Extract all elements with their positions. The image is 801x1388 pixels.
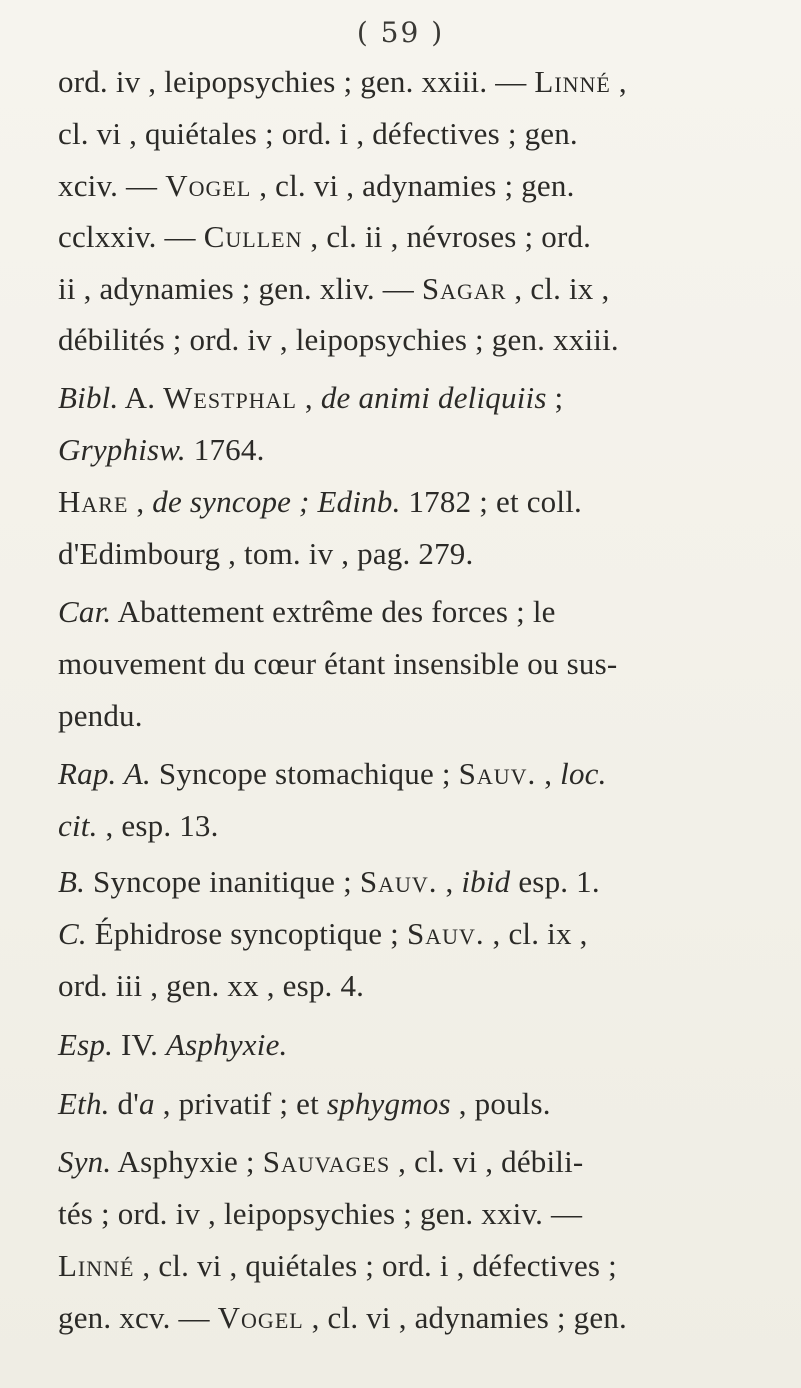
text-run: esp. 1. xyxy=(510,864,600,899)
text-run: IV. xyxy=(113,1027,167,1062)
text-run: d' xyxy=(109,1086,140,1121)
italic-text: Esp. xyxy=(58,1027,114,1062)
text-run: , xyxy=(536,756,561,791)
text-run: , cl. ix , xyxy=(506,271,610,306)
text-line xyxy=(58,862,600,902)
text-run: Syncope inanitique ; xyxy=(85,864,360,899)
author-name: Cullen xyxy=(203,219,303,254)
italic-text: loc. xyxy=(560,756,607,791)
text-line xyxy=(58,806,219,846)
author-name: Sauvages xyxy=(262,1144,391,1179)
text-line xyxy=(58,1025,287,1065)
italic-text: Eth. xyxy=(58,1086,110,1121)
text-run: xciv. — xyxy=(58,168,166,203)
author-name: Linné xyxy=(534,64,611,99)
author-name: Vogel xyxy=(165,168,252,203)
text-run: ; xyxy=(546,380,564,415)
text-line xyxy=(58,269,609,309)
text-line xyxy=(58,166,575,206)
text-line xyxy=(58,966,364,1006)
text-run: , cl. vi , adynamies ; gen. xyxy=(251,168,575,203)
text-run: , cl. vi , débili- xyxy=(390,1144,584,1179)
author-name: Linné xyxy=(58,1248,135,1283)
italic-text: de animi deliquiis xyxy=(320,380,547,415)
italic-text: a xyxy=(139,1086,155,1121)
italic-text: sphygmos xyxy=(326,1086,451,1121)
text-run: , cl. vi , quiétales ; ord. i , défectives ; xyxy=(134,1248,617,1283)
text-run: , xyxy=(128,484,153,519)
text-run: Syncope stomachique ; xyxy=(150,756,459,791)
text-run: ord. iii , gen. xx , esp. 4. xyxy=(58,968,365,1003)
text-run: , cl. vi , adynamies ; gen. xyxy=(303,1300,627,1335)
italic-text: ibid xyxy=(461,864,511,899)
author-name: Westphal xyxy=(163,380,297,415)
text-line xyxy=(58,1298,627,1338)
author-name: Sauv. xyxy=(359,864,438,899)
text-line xyxy=(58,378,563,418)
text-run: gen. xcv. — xyxy=(58,1300,218,1335)
text-run: mouvement du cœur étant insensible ou sus- xyxy=(58,646,618,681)
text-run: 1782 ; et coll. xyxy=(400,484,582,519)
text-line xyxy=(58,320,619,360)
italic-text: C. xyxy=(58,916,87,951)
author-name: Sauv. xyxy=(458,756,537,791)
text-run: , pouls. xyxy=(450,1086,551,1121)
text-run: , xyxy=(437,864,462,899)
text-run: débilités ; ord. iv , leipopsychies ; gen. xxiii. xyxy=(58,322,619,357)
text-line xyxy=(58,534,473,574)
text-line xyxy=(58,217,591,257)
text-run: ord. iv , leipopsychies ; gen. xxiii. — xyxy=(58,64,535,99)
text-line xyxy=(58,914,588,954)
text-line xyxy=(58,1084,551,1124)
text-line xyxy=(58,696,143,736)
page-number: ( 59 ) xyxy=(356,16,445,49)
text-line xyxy=(58,430,265,470)
text-line xyxy=(58,592,556,632)
text-run: cclxxiv. — xyxy=(58,219,204,254)
text-run: , xyxy=(296,380,321,415)
text-run: , cl. ii , névroses ; ord. xyxy=(302,219,592,254)
author-name: Sagar xyxy=(421,271,507,306)
italic-text: de syncope ; Edinb. xyxy=(152,484,401,519)
text-line xyxy=(58,1142,583,1182)
text-line xyxy=(58,62,627,102)
italic-text: B. xyxy=(58,864,86,899)
text-line xyxy=(58,1246,617,1286)
text-line xyxy=(58,482,582,522)
text-run: , cl. ix , xyxy=(484,916,588,951)
text-line xyxy=(58,114,578,154)
text-run: Abattement extrême des forces ; le xyxy=(111,594,556,629)
italic-text: Syn. xyxy=(58,1144,112,1179)
author-name: Vogel xyxy=(217,1300,304,1335)
author-name: Hare xyxy=(58,484,129,519)
italic-text: Bibl. xyxy=(58,380,119,415)
text-line xyxy=(58,754,607,794)
text-run: ii , adynamies ; gen. xliv. — xyxy=(58,271,422,306)
italic-text: Car. xyxy=(58,594,112,629)
text-run: A. xyxy=(118,380,164,415)
text-run: , xyxy=(610,64,627,99)
text-run: pendu. xyxy=(58,698,143,733)
text-run: Éphidrose syncoptique ; xyxy=(86,916,407,951)
author-name: Sauv. xyxy=(406,916,485,951)
italic-text: cit. xyxy=(58,808,98,843)
text-run: , esp. 13. xyxy=(97,808,219,843)
text-run: , privatif ; et xyxy=(154,1086,327,1121)
text-run: cl. vi , quiétales ; ord. i , défectives ; gen. xyxy=(58,116,578,151)
italic-text: Gryphisw. xyxy=(58,432,186,467)
italic-text: Rap. A. xyxy=(58,756,151,791)
text-line xyxy=(58,1194,582,1234)
text-run: 1764. xyxy=(185,432,265,467)
text-line xyxy=(58,644,617,684)
italic-text: Asphyxie. xyxy=(166,1027,288,1062)
text-run: tés ; ord. iv , leipopsychies ; gen. xxiv. — xyxy=(58,1196,583,1231)
text-run: d'Edimbourg , tom. iv , pag. 279. xyxy=(58,536,474,571)
text-run: Asphyxie ; xyxy=(111,1144,263,1179)
